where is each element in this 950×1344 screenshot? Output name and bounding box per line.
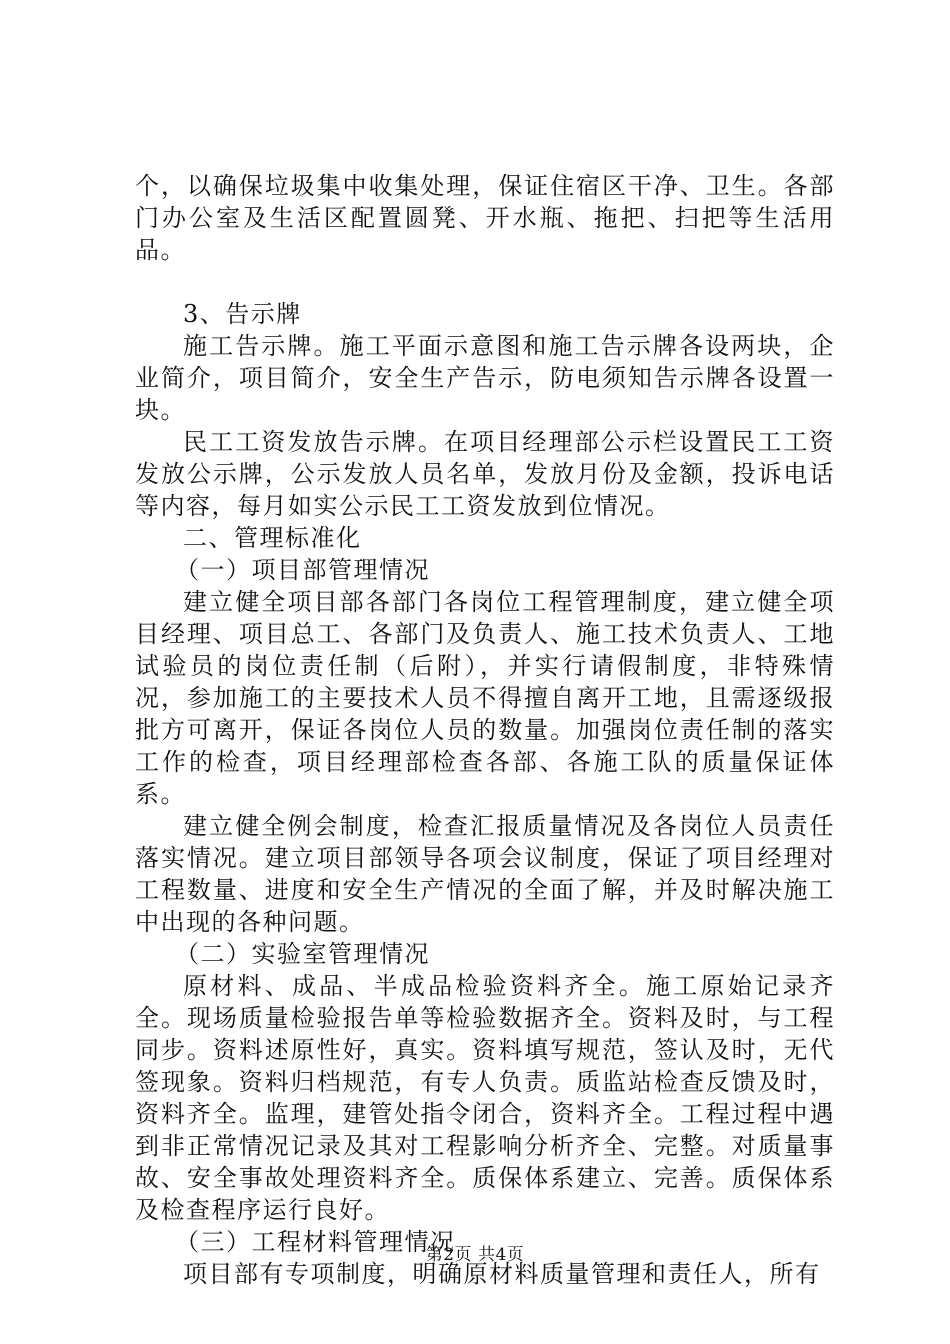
page-number-footer: 第2页 共4页: [425, 1245, 525, 1265]
paragraph-responsibility-system: 建立健全项目部各部门各岗位工程管理制度，建立健全项目经理、项目总工、各部门及负责人、施工技术负责人、工地试验员的岗位责任制（后附），并实行请假制度，非特殊情况，参加施工的主要技术人员不得擅自离开工地，且需逐级报批方可离开，保证各岗位人员的数量。加强岗位责任制的落实工作的检查，项目经理部检查各部、各施工队的质量保证体系。: [135, 588, 835, 808]
paragraph-materials: 项目部有专项制度，明确原材料质量管理和责任人，所有: [183, 1260, 821, 1288]
paragraph-construction-notice: 施工告示牌。施工平面示意图和施工告示牌各设两块，企业简介，项目简介，安全生产告示，防电须知告示牌各设置一块。: [135, 332, 835, 424]
paragraph-laboratory-records: 原材料、成品、半成品检验资料齐全。施工原始记录齐全。现场质量检验报告单等检验数据齐全。资料及时，与工程同步。资料述原性好，真实。资料填写规范，签认及时，无代签现象。资料归档规范，有专人负责。质监站检查反馈及时，资料齐全。监理，建管处指令闭合，资料齐全。工程过程中遇到非正常情况记录及其对工程影响分析齐全、完整。对质量事故、安全事故处理资料齐全。质保体系建立、完善。质保体系及检查程序运行良好。: [135, 972, 835, 1224]
heading-laboratory: （二）实验室管理情况: [175, 940, 430, 968]
heading-project-department: （一）项目部管理情况: [175, 556, 430, 584]
paragraph-continuation: 个，以确保垃圾集中收集处理，保证住宿区干净、卫生。各部门办公室及生活区配置圆凳、开水瓶、拖把、扫把等生活用品。: [135, 172, 835, 264]
heading-management-standardization: 二、管理标准化: [183, 524, 362, 552]
document-body: [135, 170, 835, 1290]
paragraph-wage-notice: 民工工资发放告示牌。在项目经理部公示栏设置民工工资发放公示牌，公示发放人员名单，发放月份及金额，投诉电话等内容，每月如实公示民工工资发放到位情况。: [135, 428, 835, 520]
paragraph-gap: [135, 266, 835, 298]
paragraph-meeting-system: 建立健全例会制度，检查汇报质量情况及各岗位人员责任落实情况。建立项目部领导各项会议制度，保证了项目经理对工程数量、进度和安全生产情况的全面了解，并及时解决施工中出现的各种问题。: [135, 812, 835, 936]
heading-notice-boards: 3、告示牌: [183, 300, 302, 328]
heading-materials: （三）工程材料管理情况: [175, 1228, 456, 1256]
